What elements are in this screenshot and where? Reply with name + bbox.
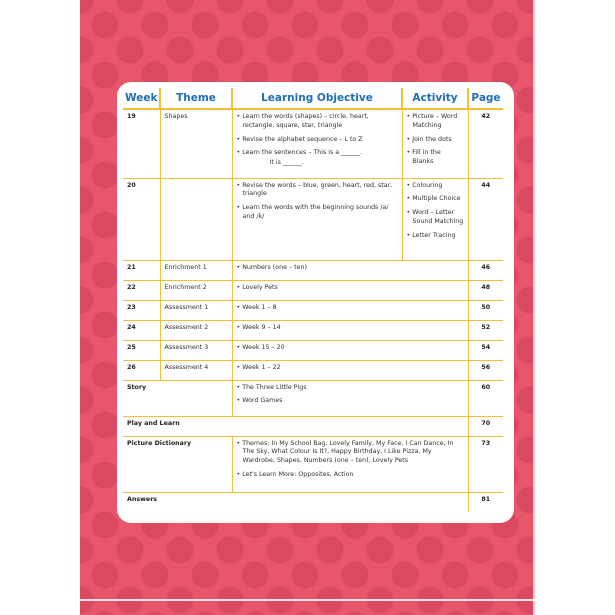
page-edge-line: [533, 0, 535, 615]
table-header-row: [123, 88, 503, 109]
table-row: [123, 300, 503, 320]
page-number: 50: [468, 300, 503, 320]
theme-cell: Assessment 3: [160, 340, 232, 360]
activity-item: • Picture – Word Matching: [407, 113, 464, 131]
objective-cell: [232, 260, 468, 280]
theme-cell: Enrichment 1: [160, 260, 232, 280]
page-number: 44: [468, 178, 503, 260]
section-label-answers: Answers: [123, 492, 468, 512]
theme-cell: Assessment 1: [160, 300, 232, 320]
objective-item: • Week 1 – 22: [237, 364, 464, 373]
table-row: [123, 260, 503, 280]
activity-item: • Fill in the Blanks: [407, 149, 464, 167]
page-number: 52: [468, 320, 503, 340]
contents-table: [123, 88, 503, 512]
objective-cell: [232, 436, 468, 492]
table-row: [123, 492, 503, 512]
theme-cell: Assessment 2: [160, 320, 232, 340]
objective-item: • Learn the sentences – This is a ______.: [237, 149, 398, 158]
table-row: [123, 360, 503, 380]
page-number: 54: [468, 340, 503, 360]
header-week: Week: [123, 88, 160, 109]
objective-cell: [232, 280, 468, 300]
table-row: [123, 109, 503, 178]
objective-item: • Learn the words (shapes) – circle, heart, rectangle, square, star, triangle: [237, 113, 398, 131]
objective-item: • Week 15 – 20: [237, 344, 464, 353]
activity-item: • Multiple Choice: [407, 195, 464, 204]
objective-item: • The Three Little Pigs: [237, 384, 464, 393]
objective-cell: [232, 178, 402, 260]
week-number: 24: [123, 320, 160, 340]
objective-item: • Learn the words with the beginning sounds /a/ and /k/: [237, 204, 398, 222]
header-theme: Theme: [160, 88, 232, 109]
objective-item: • Themes: In My School Bag, Lovely Family, My Face, I Can Dance, In The Sky, What Colour Is It?, Happy Birthday, I Like Pizza, My Wardrobe, Shapes, Numbers (one – ten), Lovely Pets: [237, 440, 464, 466]
table-row: [123, 380, 503, 416]
week-number: 22: [123, 280, 160, 300]
week-number: 20: [123, 178, 160, 260]
activity-item: • Colouring: [407, 182, 464, 191]
page-number: 48: [468, 280, 503, 300]
header-page: Page: [468, 88, 503, 109]
objective-item: • Lovely Pets: [237, 284, 464, 293]
page-number: 81: [468, 492, 503, 512]
header-activity: Activity: [402, 88, 468, 109]
activity-item: • Letter Tracing: [407, 232, 464, 241]
section-label-play-and-learn: Play and Learn: [123, 416, 468, 436]
objective-item-continued: It is ______.: [269, 159, 304, 167]
page-number: 46: [468, 260, 503, 280]
page-number: 73: [468, 436, 503, 492]
activity-cell: [402, 109, 468, 178]
page-number: 42: [468, 109, 503, 178]
objective-item: • Word Games: [237, 397, 464, 406]
objective-item: • Week 1 – 8: [237, 304, 464, 313]
objective-cell: [232, 380, 468, 416]
week-number: 21: [123, 260, 160, 280]
theme-cell: Assessment 4: [160, 360, 232, 380]
section-label-story: Story: [123, 380, 232, 416]
week-number: 25: [123, 340, 160, 360]
table-row: [123, 416, 503, 436]
week-number: 19: [123, 109, 160, 178]
page-number: 56: [468, 360, 503, 380]
objective-item: • Let's Learn More: Opposites, Action: [237, 471, 464, 480]
activity-item: • Word – Letter Sound Matching: [407, 209, 464, 227]
objective-cell: [232, 320, 468, 340]
objective-cell: [232, 340, 468, 360]
theme-cell: Enrichment 2: [160, 280, 232, 300]
theme-cell: Shapes: [160, 109, 232, 178]
table-row: [123, 340, 503, 360]
table-row: [123, 280, 503, 300]
objective-item: • Revise the words – blue, green, heart, red, star, triangle: [237, 182, 398, 200]
page-number: 70: [468, 416, 503, 436]
objective-item: • Numbers (one – ten): [237, 264, 464, 273]
objective-cell: [232, 109, 402, 178]
objective-item: • Week 9 – 14: [237, 324, 464, 333]
section-label-picture-dictionary: Picture Dictionary: [123, 436, 232, 492]
header-learning-objective: Learning Objective: [232, 88, 402, 109]
table-row: [123, 178, 503, 260]
activity-item: • Join the dots: [407, 136, 464, 145]
page-bottom-wavy-line: [80, 599, 535, 601]
objective-item: • Revise the alphabet sequence – L to Z: [237, 136, 398, 145]
week-number: 23: [123, 300, 160, 320]
table-row: [123, 436, 503, 492]
theme-cell: [160, 178, 232, 260]
objective-cell: [232, 300, 468, 320]
week-number: 26: [123, 360, 160, 380]
objective-cell: [232, 360, 468, 380]
page-number: 60: [468, 380, 503, 416]
table-row: [123, 320, 503, 340]
activity-cell: [402, 178, 468, 260]
